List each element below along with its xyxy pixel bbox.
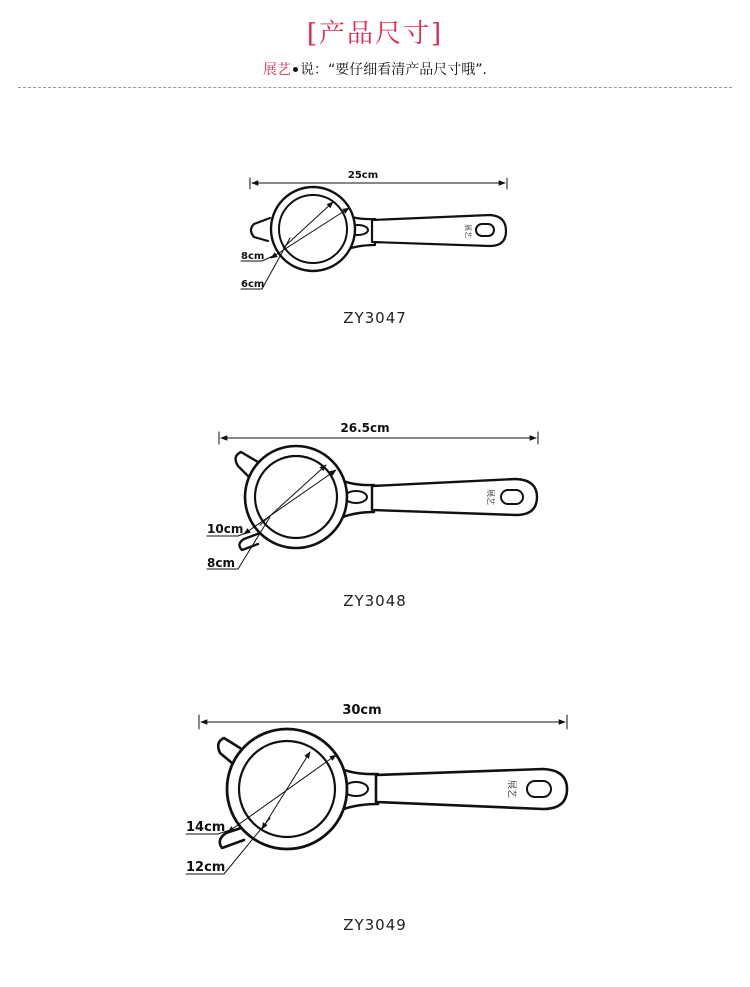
- brand-name: 展艺: [263, 62, 292, 78]
- inner-diameter-label: 6cm: [241, 279, 265, 290]
- outer-diameter-label: 14cm: [186, 820, 226, 835]
- model-number: ZY3047: [343, 309, 407, 327]
- strainer-outer-rim: [271, 187, 355, 271]
- handle-hang-hole: [476, 224, 494, 236]
- length-label: 30cm: [342, 703, 382, 718]
- handle-hang-hole: [527, 781, 551, 797]
- inner-diameter-label: 12cm: [186, 860, 226, 875]
- handle-hang-hole: [501, 490, 523, 504]
- handle-logo: 展艺: [506, 780, 516, 799]
- strainer-side-tab: [251, 218, 270, 241]
- handle-logo: 展艺: [464, 224, 472, 238]
- title-bracket-left: [: [306, 19, 319, 49]
- inner-diameter-label: 8cm: [207, 556, 235, 570]
- model-number: ZY3049: [343, 916, 407, 934]
- handle-logo: 展艺: [486, 489, 495, 505]
- title-text: 产品尺寸: [318, 19, 431, 49]
- says-text: 说：: [300, 62, 329, 78]
- outer-diameter-label: 8cm: [241, 251, 265, 262]
- quote-text: “要仔细看清产品尺寸哦”.: [328, 62, 487, 78]
- title-bracket-right: ]: [431, 19, 444, 49]
- model-number: ZY3048: [343, 592, 407, 610]
- length-label: 26.5cm: [340, 421, 390, 435]
- outer-diameter-label: 10cm: [207, 522, 244, 536]
- length-label: 25cm: [347, 170, 379, 181]
